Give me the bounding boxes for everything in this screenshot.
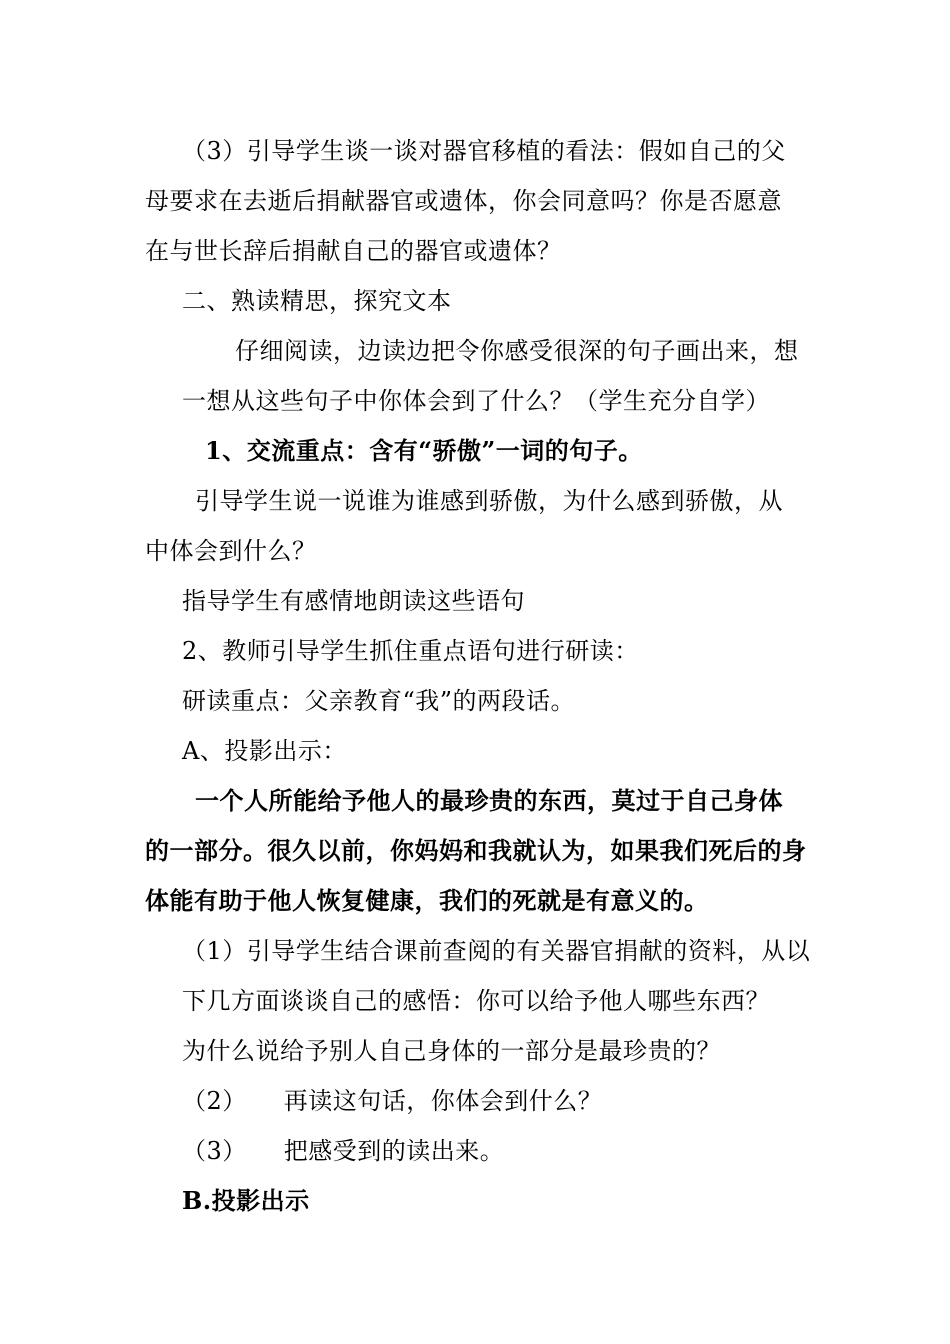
quote-line-bold: 体能有助于他人恢复健康，我们的死就是有意义的。	[145, 886, 709, 915]
subheading-bold: 1、交流重点：含有“骄傲”一词的句子。	[205, 436, 643, 465]
text-line: （1）引导学生结合课前查阅的有关器官捐献的资料，从以	[182, 937, 811, 965]
text-line: 母要求在去逝后捐献器官或遗体，你会同意吗？你是否愿意	[145, 187, 782, 215]
text-line: （3）引导学生谈一谈对器官移植的看法：假如自己的父	[182, 137, 786, 165]
text-line: 中体会到什么？	[145, 537, 317, 565]
text-line: 仔细阅读，边读边把令你感受很深的句子画出来，想	[235, 337, 799, 365]
text-line: 下几方面谈谈自己的感悟：你可以给予他人哪些东西？	[182, 987, 770, 1015]
section-heading: 二、熟读精思，探究文本	[182, 287, 452, 315]
text-line: 为什么说给予别人自己身体的一部分是最珍贵的？	[182, 1037, 721, 1065]
text-line: （3） 把感受到的读出来。	[182, 1137, 505, 1165]
text-line: 在与世长辞后捐献自己的器官或遗体？	[145, 237, 562, 265]
text-line: A、投影出示：	[182, 737, 347, 765]
text-line: （2） 再读这句话，你体会到什么？	[182, 1087, 603, 1115]
text-line: 研读重点：父亲教育“我”的两段话。	[182, 687, 576, 715]
quote-line-bold: 的一部分。很久以前，你妈妈和我就认为，如果我们死后的身	[145, 836, 807, 865]
text-line: 2、教师引导学生抓住重点语句进行研读：	[182, 637, 639, 665]
subheading-bold: B.投影出示	[182, 1186, 310, 1215]
text-line: 指导学生有感情地朗读这些语句	[182, 587, 525, 615]
quote-line-bold: 一个人所能给予他人的最珍贵的东西，莫过于自己身体	[195, 786, 783, 815]
text-line: 一想从这些句子中你体会到了什么？（学生充分自学）	[182, 387, 770, 415]
text-line: 引导学生说一说谁为谁感到骄傲，为什么感到骄傲，从	[195, 487, 783, 515]
